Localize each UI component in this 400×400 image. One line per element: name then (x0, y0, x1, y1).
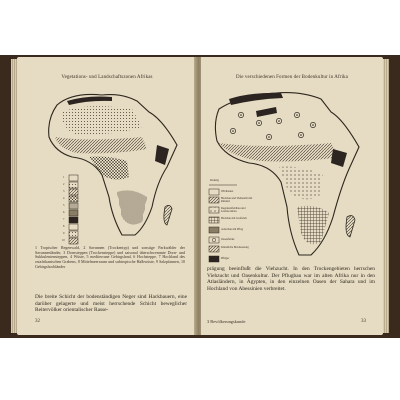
legend-swatch-5 (69, 203, 78, 209)
right-page (201, 57, 383, 335)
legend-swatch-hackbau (209, 197, 219, 203)
legend-swatch-8 (69, 224, 78, 230)
legend-number-3: 3 (63, 190, 65, 193)
right-page-number: 33 (361, 319, 366, 324)
vegetation-legend (69, 175, 78, 244)
legend-swatch-7 (69, 217, 78, 223)
legend-number-9: 9 (63, 232, 65, 235)
legend-swatch-9 (69, 231, 78, 237)
madagascar (164, 205, 172, 225)
left-page-number: 32 (35, 319, 40, 324)
legend-label-1: Wildbeuter (221, 190, 234, 193)
right-map-title: Die verschiedenen Formen der Bodenkultur in Afrika (236, 75, 348, 80)
legend-number-1: 1 (63, 176, 65, 179)
legend-swatch-10 (69, 238, 78, 244)
legend-label-2: Hackbau und Viehzucht mit Rindern (221, 197, 253, 204)
legend-swatch-6 (69, 210, 78, 216)
footer-signature: 3 Bevölkerungskunde (207, 319, 246, 324)
legend-swatch-1 (69, 175, 78, 181)
legend-number-8: 8 (63, 225, 65, 228)
legend-swatch-4 (69, 196, 78, 202)
vegetation-map (17, 57, 197, 237)
legend-swatch-wildbeuter (209, 189, 219, 195)
legend-swatch-regenzeit (209, 207, 219, 213)
legend-number-4: 4 (63, 197, 65, 200)
madagascar-right (346, 216, 355, 237)
legend-number-5: 5 (63, 204, 65, 207)
legend-number-10: 10 (62, 239, 65, 242)
legend-swatch-oasen (209, 237, 219, 243)
legend-heading: Rodung (210, 179, 219, 182)
left-map-title: Vegetations- und Landschaftszonen Afrikas (61, 75, 153, 80)
left-page (17, 57, 197, 335)
right-page-edges (383, 59, 389, 333)
legend-number-2: 2 (63, 183, 65, 186)
legend-label-8: Pflüger (221, 257, 230, 260)
legend-swatch-bewaesserung (209, 246, 219, 252)
legend-label-6: Oasenfelder (221, 238, 235, 241)
legend-label-4: Hackbau mit Großvieh (221, 217, 247, 220)
legend-number-7: 7 (63, 218, 65, 221)
open-book (0, 55, 400, 338)
rainforest-zone (89, 157, 129, 180)
left-body-text: Die breite Schicht der bodenständigen Neger sind Hackbauern, eine darüber gelagerte und meist herrschende Schicht beweglicher Reitervölker orientalischer Rasse- (35, 294, 187, 314)
legend-swatch-pflueger (209, 256, 219, 262)
right-body-text: prägung beeinflußt die Viehzucht. In den Trockengebieten herrschen Viehzucht und Oasenkultur. Der Pflugbau war im alten Afrika nur in den Atlasländern, in Ägypten, in den einzelnen Oasen der Sahara und im Hochland von Abessinien verbreitet. (207, 266, 375, 292)
legend-swatch-2 (69, 182, 78, 188)
map-caption: 1 Tropischer Regenwald, 2 Savannen (Trockentyp) und sonstige Parkwälder der Savannenländer, 3 Dornsteppen (Trockensteppe) und saisonal überschwemmte Dorn- und Sukkulentensteppen, 4 Wüste, 5 mediterrane Gebirgsland, 6 Hochsteppe, 7 Hochland des ostafrikanischen Grabens, 8 Mittelmeerraum und subtropische Halbwüste, 9 Salzpfannen, 10 Gebirgshochländer (35, 245, 185, 269)
legend-number-6: 6 (63, 211, 65, 214)
legend-swatch-grossvieh (209, 217, 219, 223)
legend-swatch-3 (69, 189, 78, 195)
legend-label-7: Künstliche Bewässerung (221, 246, 249, 249)
legend-label-3: Regenzeitfeldbau und Grabstockbau (221, 207, 246, 214)
legend-label-5: Ackerbau mit Pflug (221, 228, 244, 231)
agriculture-map (201, 57, 383, 267)
legend-swatch-pflug (209, 227, 219, 233)
